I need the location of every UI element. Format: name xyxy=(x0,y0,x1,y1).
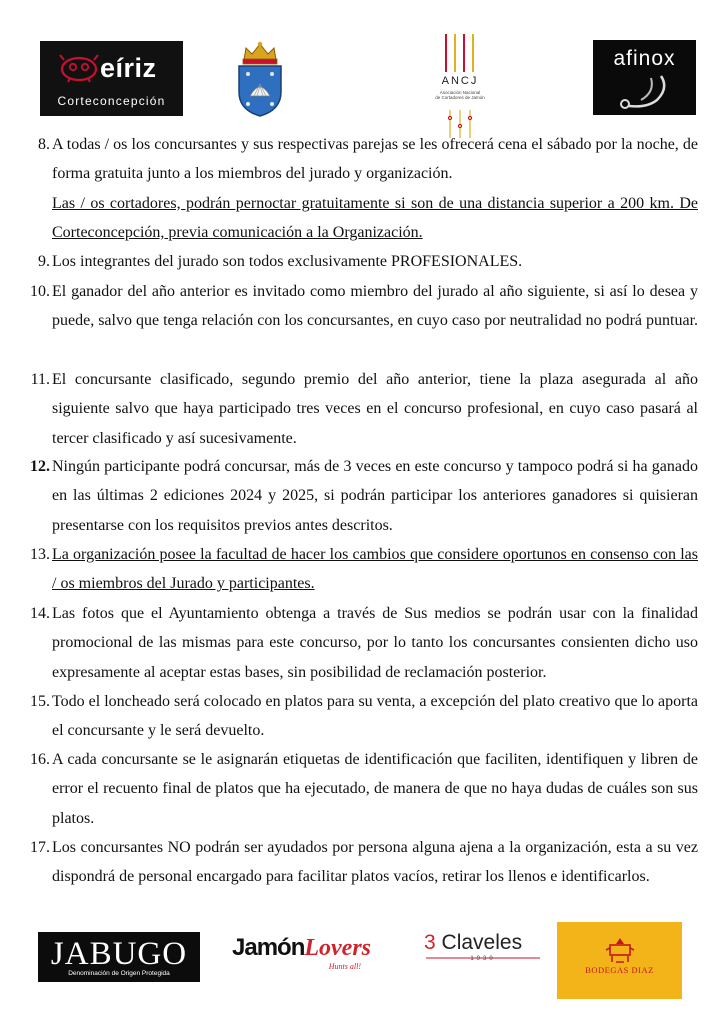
rule-number: 12. xyxy=(30,458,50,475)
claveles-year: 1930 xyxy=(470,956,496,962)
ancj-tagline-line1: Asociación Nacional xyxy=(439,90,481,95)
bodegas-logo xyxy=(557,922,682,999)
jamonlovers-part2: Lovers xyxy=(304,935,372,961)
rule-text: El ganador del año anterior es invitado como miembro del jurado al año siguiente, si así lo desea y puede, salvo que tenga relación con los concursantes, en cuyo caso por neutralidad no podrá puntuar. xyxy=(52,283,699,330)
rule-number: 11. xyxy=(30,371,50,388)
rule-text: Todo el loncheado será colocado en platos para su venta, a excepción del plato creativo que lo aporta el concursante y le será devuelto. xyxy=(52,693,698,740)
jamonlovers-tagline: Hunts all! xyxy=(328,962,361,971)
claveles-number: 3 xyxy=(424,931,436,954)
rule-item-8 xyxy=(20,130,698,247)
coat-of-arms-logo xyxy=(232,40,288,118)
rule-text-underlined: Las / os cortadores, podrán pernoctar gratuitamente si son de una distancia superior a 200 km. De Corteconcepción, previa comunicación a la Organización. xyxy=(52,194,698,241)
eiriz-logo xyxy=(40,41,183,116)
bodegas-crest-icon xyxy=(602,936,638,964)
rule-item-14 xyxy=(20,599,698,687)
jabugo-subtitle: Denominación de Origen Protegida xyxy=(68,970,170,977)
rule-item-11 xyxy=(20,365,698,453)
jabugo-logo xyxy=(38,932,200,982)
rule-number: 14. xyxy=(30,605,50,622)
bodegas-brand: BODEGAS DIAZ xyxy=(585,965,654,975)
ancj-initials: ANCJ xyxy=(441,75,479,87)
eiriz-brand: eíriz xyxy=(100,53,157,83)
rule-number: 17. xyxy=(30,839,50,856)
jamonlovers-part1: Jamón xyxy=(232,934,305,961)
rule-text: Ningún participante podrá concursar, más de 3 veces en este concurso y tampoco podrá si ha ganado en las últimas 2 ediciones 2024 y 2025, si podrán participar los anteriores ganadores si quisieran presentarse con los requisitos previos antes descritos. xyxy=(52,458,698,534)
coat-of-arms-icon xyxy=(232,40,288,118)
rule-text: A todas / os los concursantes y sus respectivas parejas se les ofrecerá cena el sábado por la noche, de forma gratuita junto a los miembros del jurado y organización. xyxy=(52,136,698,183)
claveles-logo xyxy=(424,931,542,967)
rule-number: 9. xyxy=(38,253,50,270)
ancj-tagline-line2: de Cortadores de Jamón xyxy=(435,95,485,100)
rule-item-9 xyxy=(20,247,698,276)
rule-item-17 xyxy=(20,833,698,892)
ham-holder-icon xyxy=(611,74,681,112)
rule-text: El concursante clasificado, segundo premio del año anterior, tiene la plaza asegurada al año siguiente salvo que haya participado tres veces en el concurso profesional, en cuyo caso pasará al tercer clasificado y así sucesivamente. xyxy=(52,371,698,447)
rule-item-16 xyxy=(20,745,698,833)
rule-text: Los integrantes del jurado son todos exclusivamente PROFESIONALES. xyxy=(52,253,523,270)
rule-text: Los concursantes NO podrán ser ayudados por persona alguna ajena a la organización, esta a su vez dispondrá de personal encargado para facilitar platos vacíos, retirar los llenos e identificarlos. xyxy=(52,839,698,886)
rule-text-underlined: La organización posee la facultad de hacer los cambios que considere oportunos en consenso con las / os miembros del Jurado y participantes. xyxy=(52,546,698,593)
rule-number: 8. xyxy=(38,136,50,153)
ancj-tagline xyxy=(428,90,492,100)
rule-number: 15. xyxy=(30,693,50,710)
rule-item-12 xyxy=(20,452,698,540)
ancj-logo xyxy=(428,34,492,138)
rule-item-13 xyxy=(20,540,698,599)
afinox-logo xyxy=(593,40,696,115)
pig-emblem-icon xyxy=(58,53,100,83)
afinox-brand: afinox xyxy=(613,47,676,70)
rule-text: Las fotos que el Ayuntamiento obtenga a través de Sus medios se podrán usar con la finalidad promocional de las mismas para este concurso, por lo tanto los concursantes consienten dicho uso expresamente al aceptar estas bases, sin posibilidad de reclamación posterior. xyxy=(52,605,698,681)
rule-item-15 xyxy=(20,687,698,746)
eiriz-subtitle: Corteconcepción xyxy=(57,94,166,108)
rule-item-10 xyxy=(20,277,698,336)
jamonlovers-logo xyxy=(232,934,372,974)
rule-number: 10. xyxy=(30,283,50,300)
jabugo-brand: JABUGO xyxy=(50,936,188,972)
rule-number: 16. xyxy=(30,751,50,768)
rule-number: 13. xyxy=(30,546,50,563)
claveles-word: Claveles xyxy=(441,931,523,954)
rule-text: A cada concursante se le asignarán etiquetas de identificación que faciliten, identifiquen y libren de error el recuento final de platos que ha ejecutado, de manera de que no haya dudas de cuáles son sus platos. xyxy=(52,751,698,827)
